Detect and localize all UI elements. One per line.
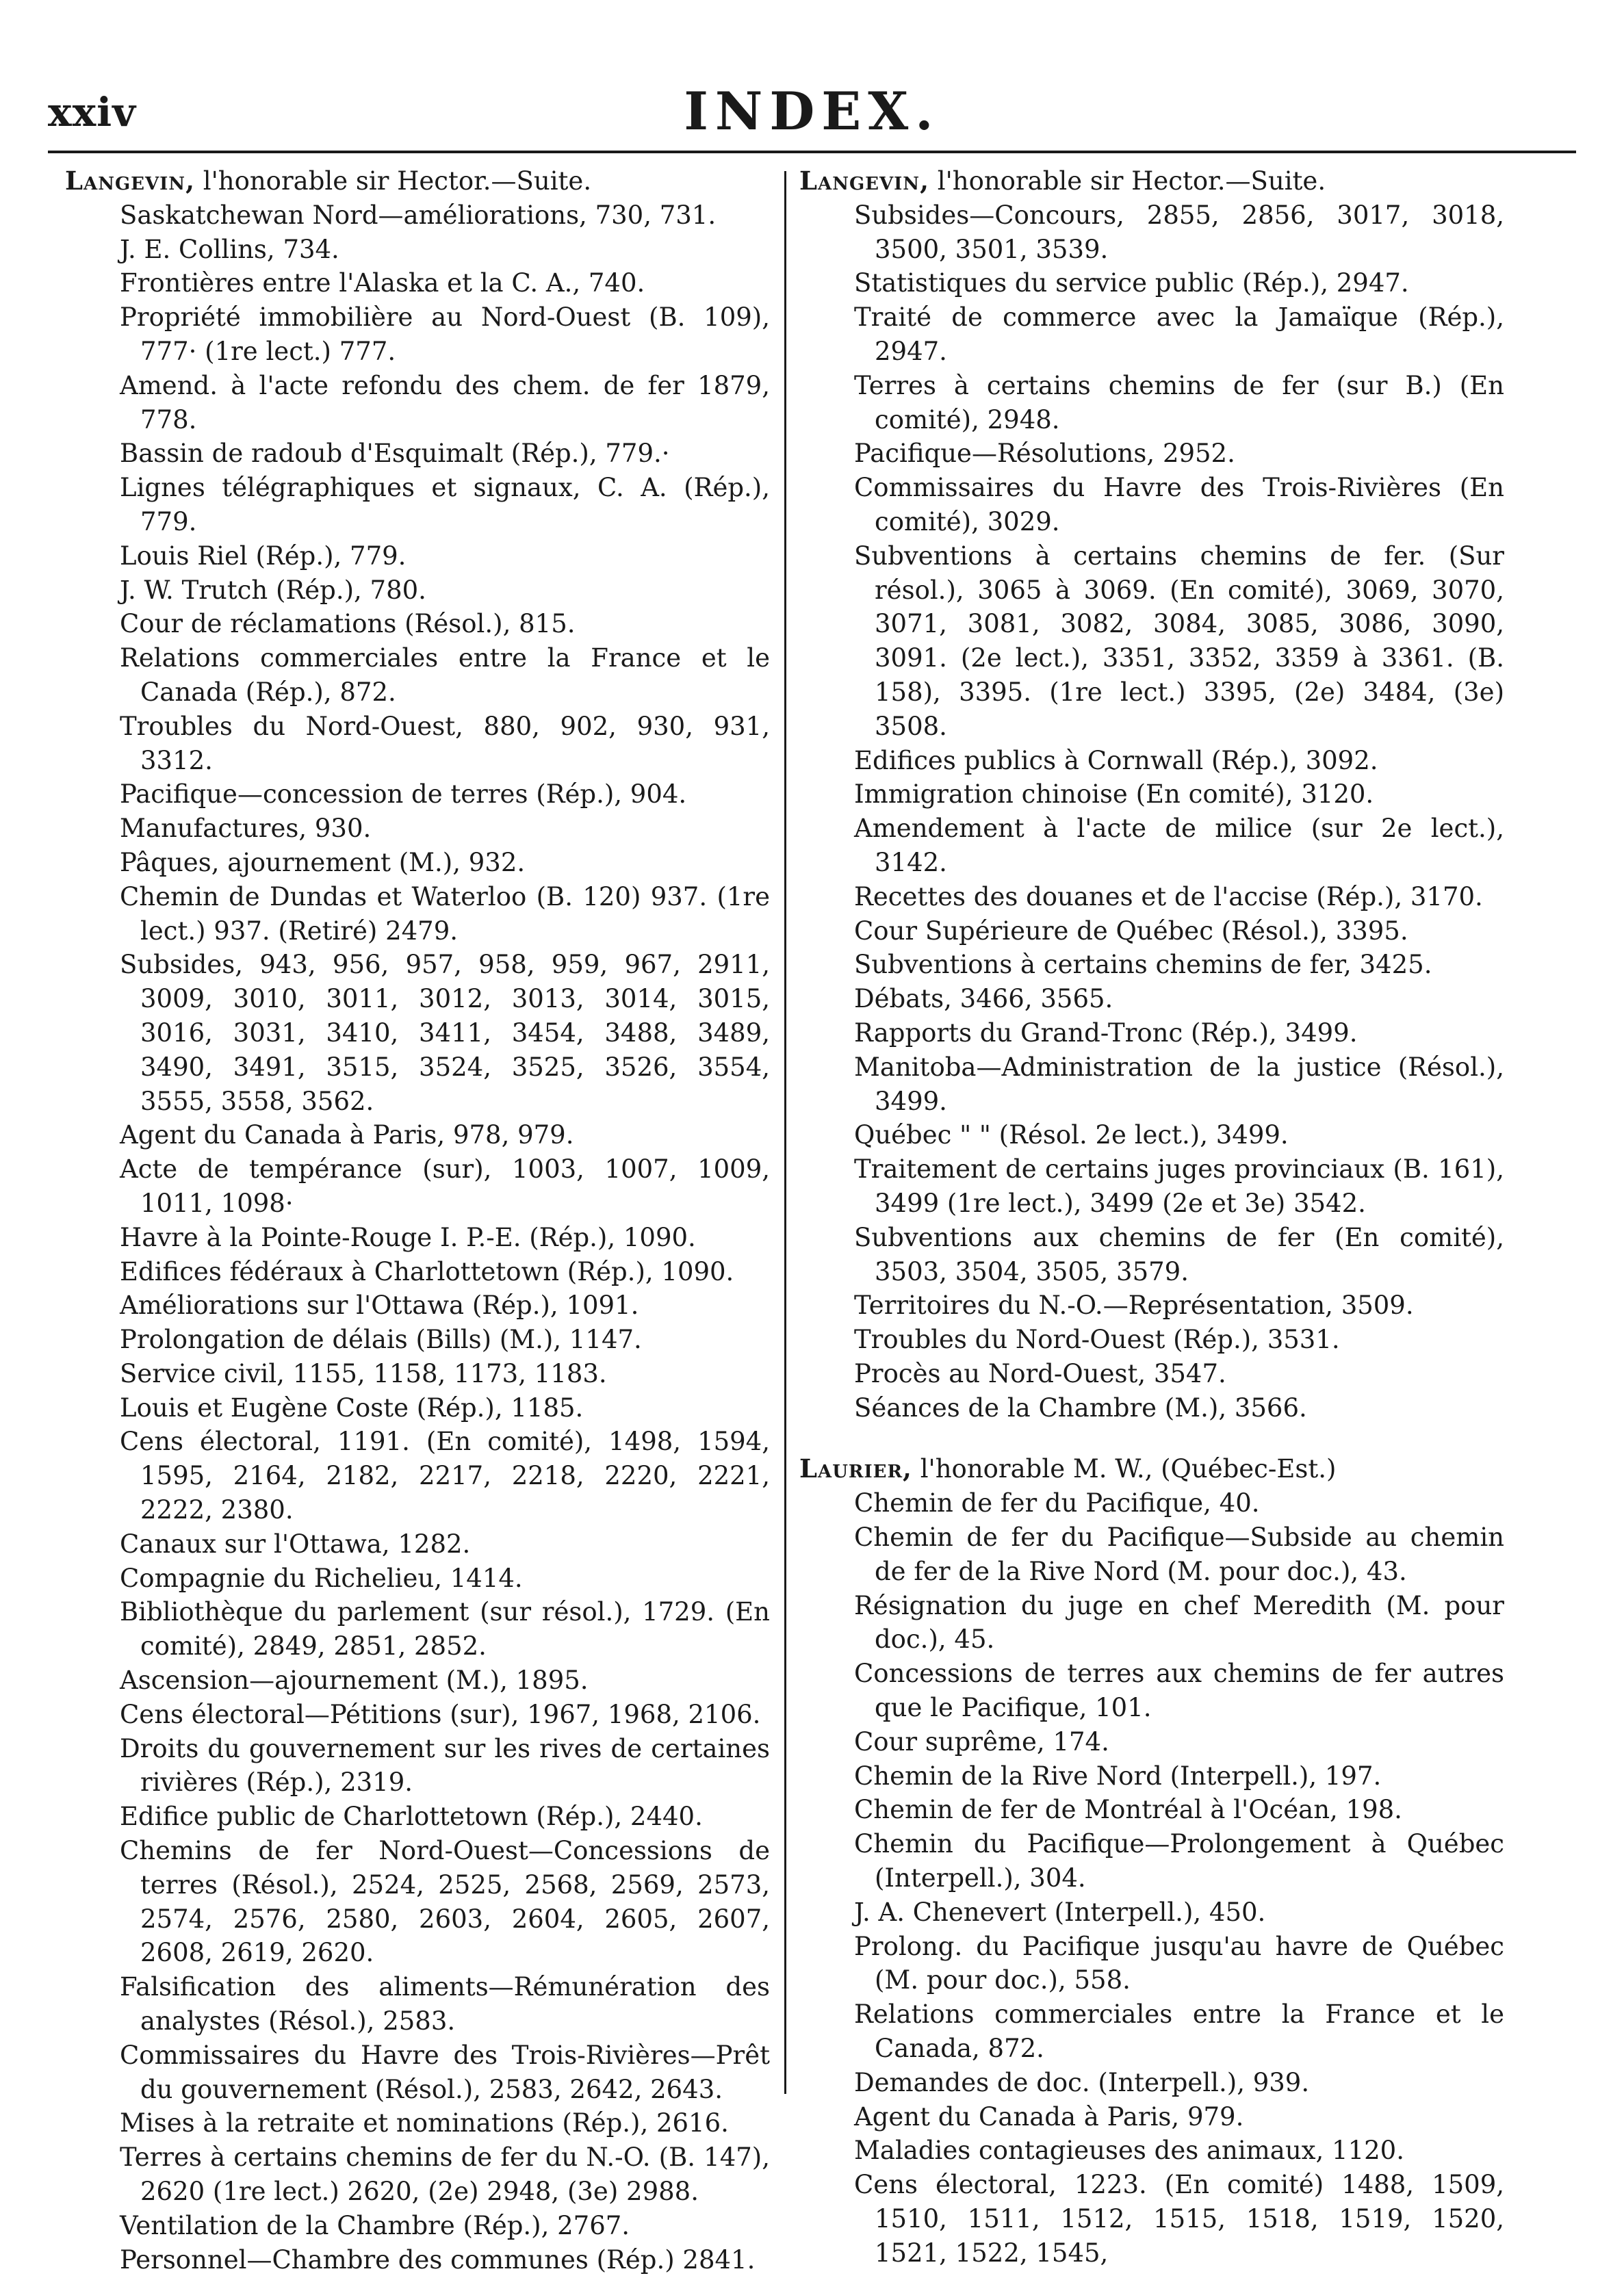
index-entry: Chemin de fer du Pacifique, 40. <box>854 1488 1260 1518</box>
index-entry: Manitoba—Administration de la justice (Résol.), 3499. <box>854 1052 1504 1116</box>
index-entry: Améliorations sur l'Ottawa (Rép.), 1091. <box>120 1291 639 1321</box>
index-heading <box>799 1452 1504 1486</box>
index-entry: Edifice public de Charlottetown (Rép.), 2440. <box>120 1802 703 1832</box>
index-entry: Québec " " (Résol. 2e lect.), 3499. <box>854 1120 1289 1150</box>
index-entry: Subsides—Concours, 2855, 2856, 3017, 3018, 3500, 3501, 3539. <box>854 200 1504 264</box>
index-entry: Cens électoral, 1191. (En comité), 1498, 1594, 1595, 2164, 2182, 2217, 2218, 2220, 2221, 2222, 2380. <box>120 1427 770 1525</box>
index-entry: Bassin de radoub d'Esquimalt (Rép.), 779.· <box>120 439 670 469</box>
index-entry: Personnel—Chambre des communes (Rép.) 2841. <box>120 2244 756 2275</box>
index-entry: Edifices publics à Cornwall (Rép.), 3092. <box>854 745 1378 775</box>
index-entry: Commissaires du Havre des Trois-Rivières (En comité), 3029. <box>854 473 1504 536</box>
index-entry: Droits du gouvernement sur les rives de certaines rivières (Rép.), 2319. <box>120 1733 770 1798</box>
index-entry: Agent du Canada à Paris, 978, 979. <box>120 1120 574 1150</box>
index-entry: Compagnie du Richelieu, 1414. <box>120 1563 523 1593</box>
index-entry: Lignes télégraphiques et signaux, C. A. (Rép.), 779. <box>120 473 770 536</box>
index-entry: Agent du Canada à Paris, 979. <box>854 2101 1244 2132</box>
page-number: xxiv <box>48 89 136 135</box>
index-entry: Territoires du N.-O.—Représentation, 3509. <box>854 1291 1414 1321</box>
index-entry: Maladies contagieuses des animaux, 1120. <box>854 2136 1404 2166</box>
index-section <box>799 164 1504 1425</box>
index-entry: Pacifique—Résolutions, 2952. <box>854 439 1235 469</box>
index-entry: Louis Riel (Rép.), 779. <box>120 541 407 571</box>
index-entry: Cens électoral, 1223. (En comité) 1488, 1509, 1510, 1511, 1512, 1515, 1518, 1519, 1520, 1521, 1522, 1545, <box>854 2170 1504 2268</box>
index-entry: Subventions à certains chemins de fer, 3425. <box>854 950 1432 980</box>
index-entry: Relations commerciales entre la France et le Canada (Rép.), 872. <box>120 643 770 707</box>
index-entry: Statistiques du service public (Rép.), 2947. <box>854 268 1409 298</box>
index-entry: Cour suprême, 174. <box>854 1726 1109 1757</box>
index-entry: Ascension—ajournement (M.), 1895. <box>120 1666 589 1696</box>
index-entry: J. A. Chenevert (Interpell.), 450. <box>854 1897 1266 1927</box>
index-entry: Prolongation de délais (Bills) (M.), 1147. <box>120 1325 642 1355</box>
index-entry: J. W. Trutch (Rép.), 780. <box>120 575 426 605</box>
index-heading <box>799 164 1504 198</box>
page-header <box>0 0 1624 157</box>
index-entry: Rapports du Grand-Tronc (Rép.), 3499. <box>854 1018 1358 1048</box>
index-entry: Immigration chinoise (En comité), 3120. <box>854 779 1374 810</box>
header-rule <box>48 151 1576 153</box>
index-entry: Acte de tempérance (sur), 1003, 1007, 1009, 1011, 1098· <box>120 1154 770 1218</box>
index-entry: Pâques, ajournement (M.), 932. <box>120 847 526 877</box>
index-entry: Subsides, 943, 956, 957, 958, 959, 967, 2911, 3009, 3010, 3011, 3012, 3013, 3014, 3015, 3016, 3031, 3410, 3411, 3454, 3488, 3489, 3490, 3491, 3515, 3524, 3525, 3526, 3554, 3555, 3558, 3562. <box>120 950 770 1116</box>
index-entry: Troubles du Nord-Ouest (Rép.), 3531. <box>854 1325 1340 1355</box>
index-entry: Traitement de certains juges provinciaux (B. 161), 3499 (1re lect.), 3499 (2e et 3e) 3542. <box>854 1154 1504 1218</box>
index-entry: Louis et Eugène Coste (Rép.), 1185. <box>120 1393 584 1423</box>
index-entry: Cens électoral—Pétitions (sur), 1967, 1968, 2106. <box>120 1699 761 1729</box>
index-entry: Frontières entre l'Alaska et la C. A., 740. <box>120 268 645 298</box>
index-entry: Troubles du Nord-Ouest, 880, 902, 930, 931, 3312. <box>120 711 770 775</box>
index-entry: Subventions à certains chemins de fer. (Sur résol.), 3065 à 3069. (En comité), 3069, 3070, 3071, 3081, 3082, 3084, 3085, 3086, 3090, 3091. (2e lect.), 3351, 3352, 3359 à 3361. (B. 158), 3395. (1re lect.) 3395, (2e) 3484, (3e) 3508. <box>854 541 1504 741</box>
left-column <box>65 164 770 2277</box>
index-entry: Pacifique—concession de terres (Rép.), 904. <box>120 779 687 810</box>
index-entry: Prolong. du Pacifique jusqu'au havre de Québec (M. pour doc.), 558. <box>854 1931 1504 1995</box>
index-entry: Edifices fédéraux à Charlottetown (Rép.), 1090. <box>120 1256 734 1286</box>
index-entry: Chemin de fer de Montréal à l'Océan, 198. <box>854 1795 1402 1825</box>
index-entry: Cour de réclamations (Résol.), 815. <box>120 609 576 639</box>
index-entry: Manufactures, 930. <box>120 814 372 844</box>
index-entry: Ventilation de la Chambre (Rép.), 2767. <box>120 2210 630 2240</box>
index-entry: Chemin du Pacifique—Prolongement à Québec (Interpell.), 304. <box>854 1829 1504 1893</box>
column-divider <box>784 171 786 2094</box>
index-entry: Terres à certains chemins de fer (sur B.) (En comité), 2948. <box>854 370 1504 435</box>
index-entry: Canaux sur l'Ottawa, 1282. <box>120 1529 471 1559</box>
index-entry: Commissaires du Havre des Trois-Rivières—Prêt du gouvernement (Résol.), 2583, 2642, 2643. <box>120 2040 770 2104</box>
index-heading <box>65 164 770 198</box>
index-entry: Service civil, 1155, 1158, 1173, 1183. <box>120 1358 607 1388</box>
right-column <box>799 164 1504 2270</box>
index-entry: Chemin de Dundas et Waterloo (B. 120) 937. (1re lect.) 937. (Retiré) 2479. <box>120 881 770 946</box>
index-entry: Recettes des douanes et de l'accise (Rép.), 3170. <box>854 881 1483 911</box>
index-entry: Havre à la Pointe-Rouge I. P.-E. (Rép.), 1090. <box>120 1222 696 1252</box>
heading-name: Langevin, <box>65 166 195 196</box>
index-entry: Résignation du juge en chef Meredith (M. pour doc.), 45. <box>854 1590 1504 1655</box>
entry-list <box>65 198 770 2277</box>
index-entry: Falsification des aliments—Rémunération des analystes (Résol.), 2583. <box>120 1972 770 2036</box>
index-entry: Amendement à l'acte de milice (sur 2e lect.), 3142. <box>854 814 1504 877</box>
page-title: INDEX. <box>684 81 940 142</box>
index-entry: Relations commerciales entre la France et le Canada, 872. <box>854 1999 1504 2064</box>
index-entry: Procès au Nord-Ouest, 3547. <box>854 1358 1226 1388</box>
entry-list <box>799 1486 1504 2270</box>
index-entry: J. E. Collins, 734. <box>120 234 339 264</box>
index-entry: Mises à la retraite et nominations (Rép.), 2616. <box>120 2108 729 2138</box>
index-entry: Terres à certains chemins de fer du N.-O. (B. 147), 2620 (1re lect.) 2620, (2e) 2948, (3e) 2988. <box>120 2143 770 2207</box>
index-entry: Séances de la Chambre (M.), 3566. <box>854 1393 1307 1423</box>
index-entry: Débats, 3466, 3565. <box>854 984 1113 1014</box>
index-entry: Chemin de la Rive Nord (Interpell.), 197. <box>854 1761 1382 1791</box>
index-entry: Cour Supérieure de Québec (Résol.), 3395. <box>854 916 1408 946</box>
index-entry: Propriété immobilière au Nord-Ouest (B. 109), 777· (1re lect.) 777. <box>120 302 770 366</box>
index-entry: Traité de commerce avec la Jamaïque (Rép.), 2947. <box>854 302 1504 366</box>
index-entry: Chemin de fer du Pacifique—Subside au chemin de fer de la Rive Nord (M. pour doc.), 43. <box>854 1523 1504 1586</box>
entry-list <box>799 198 1504 1425</box>
index-entry: Bibliothèque du parlement (sur résol.), 1729. (En comité), 2849, 2851, 2852. <box>120 1597 770 1661</box>
heading-title: l'honorable M. W., (Québec-Est.) <box>912 1454 1337 1484</box>
index-entry: Chemins de fer Nord-Ouest—Concessions de terres (Résol.), 2524, 2525, 2568, 2569, 2573, 2574, 2576, 2580, 2603, 2604, 2605, 2607, 2608, 2619, 2620. <box>120 1836 770 1968</box>
heading-name: Laurier, <box>799 1453 912 1484</box>
index-entry: Subventions aux chemins de fer (En comité), 3503, 3504, 3505, 3579. <box>854 1222 1504 1286</box>
index-section <box>799 1452 1504 2270</box>
heading-title: l'honorable sir Hector.—Suite. <box>929 166 1326 196</box>
index-entry: Amend. à l'acte refondu des chem. de fer 1879, 778. <box>120 370 770 435</box>
heading-name: Langevin, <box>799 166 929 196</box>
index-entry: Demandes de doc. (Interpell.), 939. <box>854 2067 1310 2097</box>
index-entry: Concessions de terres aux chemins de fer autres que le Pacifique, 101. <box>854 1659 1504 1723</box>
index-entry: Saskatchewan Nord—améliorations, 730, 731. <box>120 200 717 230</box>
heading-title: l'honorable sir Hector.—Suite. <box>194 166 592 196</box>
